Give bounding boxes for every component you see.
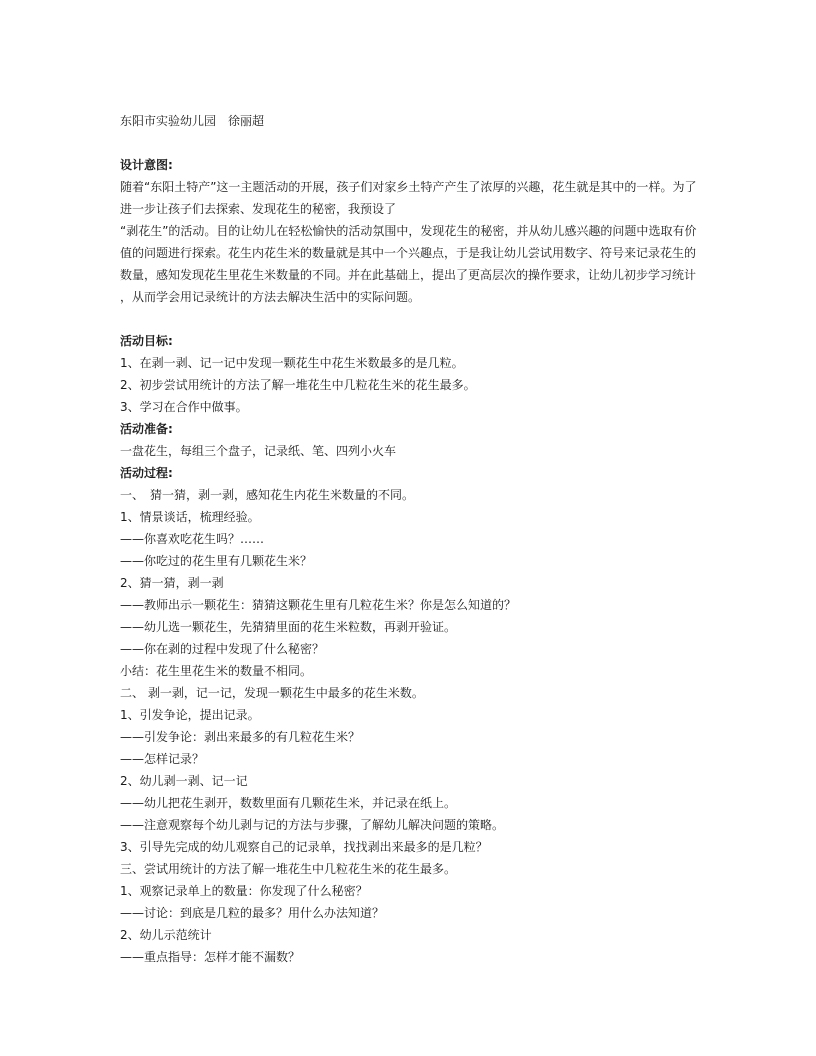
spacer: [120, 308, 700, 330]
intent-line: “剥花生”的活动。目的让幼儿在轻松愉快的活动氛围中，发现花生的秘密，并从幼儿感兴趣的问题中选取有价: [120, 224, 697, 238]
intent-line: 进一步让孩子们去探索、发现花生的秘密，我预设了: [120, 202, 397, 216]
process-line: 3、引导先完成的幼儿观察自己的记录单，找找剥出来最多的是几粒？: [120, 840, 488, 854]
process-line: 1、观察记录单上的数量：你发现了什么秘密？: [120, 884, 368, 898]
process-line: ——引发争论：剥出来最多的有几粒花生米？: [120, 730, 361, 744]
intent-line: ，从而学会用记录统计的方法去解决生活中的实际问题。: [120, 290, 421, 304]
process-line: ——你在剥的过程中发现了什么秘密？: [120, 642, 325, 656]
process-line: ——重点指导：怎样才能不漏数？: [120, 950, 301, 964]
process-line: ——你吃过的花生里有几颗花生米？: [120, 554, 313, 568]
preparation-heading: 活动准备:: [120, 422, 173, 436]
preparation-text: 一盘花生，每组三个盘子，记录纸、笔、四列小火车: [120, 444, 397, 458]
process-line: 1、情景谈话，梳理经验。: [120, 510, 260, 524]
goal-item: 1、在剥一剥、记一记中发现一颗花生中花生米数最多的是几粒。: [120, 356, 464, 370]
process-line: 1、引发争论，提出记录。: [120, 708, 260, 722]
process-line: ——怎样记录？: [120, 752, 205, 766]
goal-item: 3、学习在合作中做事。: [120, 400, 248, 414]
intent-line: 随着“东阳土特产”这一主题活动的开展，孩子们对家乡土特产产生了浓厚的兴趣，花生就是其中的一样。为了: [120, 180, 697, 194]
process-line: 2、幼儿剥一剥、记一记: [120, 774, 248, 788]
spacer: [120, 132, 700, 154]
process-line: ——你喜欢吃花生吗？……: [120, 532, 265, 546]
process-line: ——幼儿把花生剥开，数数里面有几颗花生米，并记录在纸上。: [120, 796, 457, 810]
process-heading: 活动过程:: [120, 466, 173, 480]
intent-line: 值的问题进行探索。花生内花生米的数量就是其中一个兴趣点，于是我让幼儿尝试用数字、符号来记录花生的: [120, 246, 697, 260]
process-line: ——幼儿选一颗花生，先猜猜里面的花生米粒数，再剥开验证。: [120, 620, 457, 634]
process-line: ——注意观察每个幼儿剥与记的方法与步骤，了解幼儿解决问题的策略。: [120, 818, 505, 832]
process-line: ——讨论：到底是几粒的最多？用什么办法知道？: [120, 906, 385, 920]
process-line: ——教师出示一颗花生：猜猜这颗花生里有几粒花生米？你是怎么知道的？: [120, 598, 517, 612]
process-line: 2、猜一猜，剥一剥: [120, 576, 224, 590]
process-line: 小结：花生里花生米的数量不相同。: [120, 664, 313, 678]
goal-item: 2、初步尝试用统计的方法了解一堆花生中几粒花生米的花生最多。: [120, 378, 476, 392]
process-line: 三、尝试用统计的方法了解一堆花生中几粒花生米的花生最多。: [120, 862, 457, 876]
process-line: 一、 猜一猜，剥一剥，感知花生内花生米数量的不同。: [120, 488, 415, 502]
process-line: 2、幼儿示范统计: [120, 928, 212, 942]
process-line: 二、 剥一剥，记一记，发现一颗花生中最多的花生米数。: [120, 686, 424, 700]
document-page: [120, 110, 700, 968]
intent-line: 数量，感知发现花生里花生米数量的不同。并在此基础上，提出了更高层次的操作要求，让幼儿初步学习统计: [120, 268, 697, 282]
goals-heading: 活动目标:: [120, 334, 173, 348]
author-line: 东阳市实验幼儿园 徐丽超: [120, 114, 265, 128]
intent-heading: 设计意图:: [120, 158, 173, 172]
